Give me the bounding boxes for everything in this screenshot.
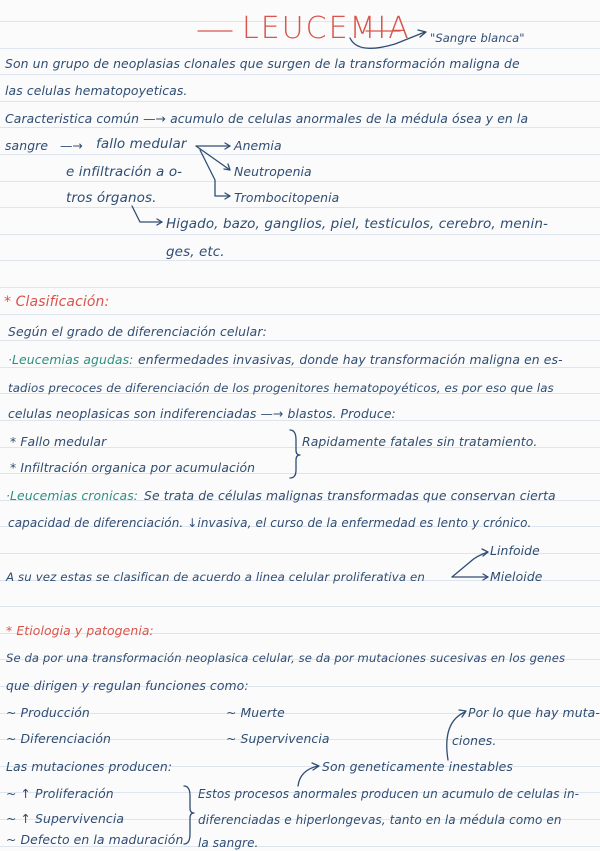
effect-neutropenia: Neutropenia (234, 164, 312, 179)
chronic-line-2: capacidad de diferenciación. ↓invasiva, el curso de la enfermedad es lento y crónico. (8, 516, 532, 530)
organs-line-2: ges, etc. (166, 244, 225, 260)
acute-line-1: enfermedades invasivas, donde hay transformación maligna en es- (138, 352, 563, 367)
effect-anemia: Anemia (234, 138, 282, 153)
common-line-1: Caracteristica común —→ acumulo de celulas anormales de la médula ósea y en la (5, 111, 529, 126)
effect-maturation: ~ Defecto en la maduración (6, 832, 184, 847)
effect-survival: ~ ↑ Supervivencia (6, 811, 125, 826)
classification-heading: * Clasificación: (4, 294, 110, 310)
intro-line-1: Son un grupo de neoplasias clonales que surgen de la transformación maligna de (5, 56, 520, 71)
classification-intro: Según el grado de diferenciación celular: (8, 324, 267, 339)
acute-line-3: celulas neoplasicas son indiferenciadas —→ blastos. Produce: (8, 406, 396, 421)
process-line-3: la sangre. (198, 836, 259, 850)
lineage-mieloide: Mieloide (490, 569, 543, 584)
thrombocytopenia-arrow (200, 150, 230, 196)
chronic-line-1: Se trata de células malignas transformadas que conservan cierta (144, 488, 556, 503)
function-production: ~ Producción (6, 705, 90, 720)
title-note: "Sangre blanca" (430, 31, 525, 45)
process-line-2: diferenciadas e hiperlongevas, tanto en la médula como en (198, 813, 562, 827)
lineage-text: A su vez estas se clasifican de acuerdo a linea celular proliferativa en (6, 570, 425, 584)
function-differentiation: ~ Diferenciación (6, 731, 111, 746)
etiology-heading: * Etiologia y patogenia: (6, 623, 154, 638)
blood-arrow: —→ (60, 138, 83, 153)
infiltration-line-2: tros órganos. (66, 190, 157, 206)
etiology-line-1: Se da por una transformación neoplasica celular, se da por mutaciones sucesivas en los genes (6, 651, 566, 665)
mutation-note-line-1: Por lo que hay muta- (468, 705, 600, 720)
process-line-1: Estos procesos anormales producen un acumulo de celulas in- (198, 787, 580, 801)
etiology-line-2: que dirigen y regulan funciones como: (6, 678, 249, 693)
unstable-note: Son geneticamente inestables (322, 759, 513, 774)
acute-label: ·Leucemias agudas: (8, 352, 134, 367)
intro-line-2: las celulas hematopoyeticas. (5, 83, 188, 98)
effects-bracket (184, 786, 194, 844)
mutation-note-line-2: ciones. (452, 733, 497, 748)
acute-line-2: tadios precoces de diferenciación de los progenitores hematopoyéticos, es por eso que las (8, 381, 554, 395)
function-death: ~ Muerte (226, 705, 285, 720)
acute-bracket (290, 430, 300, 478)
acute-item-infiltration: * Infiltración organica por acumulación (10, 460, 256, 475)
blood-label: sangre (5, 138, 49, 153)
failure-label: fallo medular (96, 136, 187, 152)
function-survival: ~ Supervivencia (226, 731, 330, 746)
chronic-label: ·Leucemias cronicas: (6, 488, 139, 503)
effect-thrombocytopenia: Trombocitopenia (234, 190, 340, 205)
mutations-produce: Las mutaciones producen: (6, 759, 173, 774)
effect-proliferation: ~ ↑ Proliferación (6, 786, 114, 801)
page-title: LEUCEMIA (242, 11, 411, 46)
acute-bracket-note: Rapidamente fatales sin tratamiento. (302, 434, 538, 449)
acute-item-failure: * Fallo medular (10, 434, 107, 449)
lineage-linfoide: Linfoide (490, 543, 540, 558)
infiltration-line-1: e infiltración a o- (66, 164, 183, 180)
organs-line-1: Higado, bazo, ganglios, piel, testiculos, cerebro, menin- (166, 216, 548, 232)
